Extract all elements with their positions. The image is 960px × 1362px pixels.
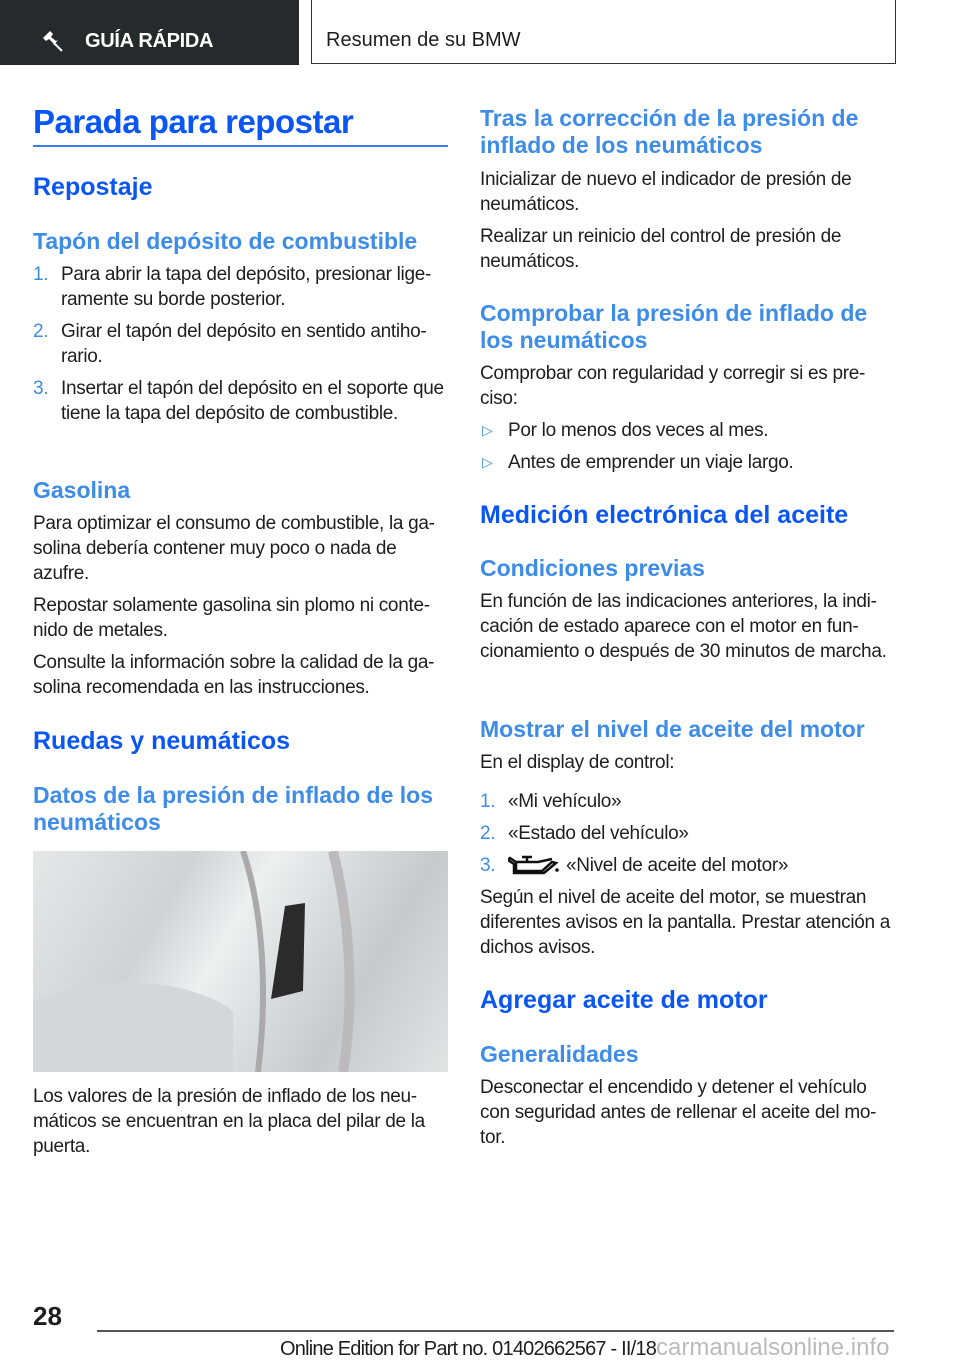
list-item	[480, 418, 895, 443]
bullet-text: Por lo menos dos veces al mes.	[508, 420, 769, 441]
list-item	[480, 450, 895, 475]
step-text: Girar el tapón del depósito en sentido antihorario.	[61, 321, 427, 367]
menu-steps	[480, 789, 895, 885]
heading-ruedas: Ruedas y neumáticos	[33, 727, 291, 755]
paragraph: En el display de control:	[480, 752, 675, 773]
heading-gasolina: Gasolina	[33, 477, 131, 503]
list-item	[33, 319, 448, 369]
chapter-tab[interactable]	[311, 0, 896, 64]
paragraph: Consulte la información sobre la calidad de la gasolina recomendada en las instrucciones.	[33, 652, 435, 698]
footer-text	[280, 1334, 890, 1362]
oil-can-icon	[508, 853, 560, 875]
step-number: 1.	[480, 791, 496, 812]
list-item	[33, 376, 448, 426]
list-item	[480, 821, 895, 846]
tapon-steps	[33, 262, 448, 433]
step-text: Para abrir la tapa del depósito, presionar ligeramente su borde posterior.	[61, 264, 432, 310]
page-title: Parada para repostar	[33, 103, 354, 140]
step-number: 1.	[33, 264, 49, 285]
door-pillar-illustration	[33, 851, 448, 1072]
step-number: 2.	[33, 321, 49, 342]
paragraph: Realizar un reinicio del control de presión de neumáticos.	[480, 226, 842, 272]
step-text: Insertar el tapón del depósito en el soporte que tiene la tapa del depósito de combustible.	[61, 378, 444, 424]
list-item	[480, 853, 895, 878]
heading-agregar-aceite: Agregar aceite de motor	[480, 986, 768, 1014]
triangle-bullet-icon: ▷	[482, 454, 493, 470]
bullet-text: Antes de emprender un viaje largo.	[508, 452, 794, 473]
heading-mostrar-nivel: Mostrar el nivel de aceite del motor	[480, 716, 865, 742]
list-item	[33, 262, 448, 312]
triangle-bullet-icon: ▷	[482, 422, 493, 438]
step-number: 3.	[480, 855, 496, 876]
heading-medicion: Medición electrónica del aceite	[480, 501, 849, 529]
page-number: 28	[33, 1301, 62, 1331]
heading-generalidades: Generalidades	[480, 1041, 639, 1067]
pushpin-icon	[40, 29, 66, 53]
step-text: «Mi vehículo»	[508, 791, 622, 812]
watermark: carmanualsonline.info	[656, 1334, 890, 1361]
section-tab[interactable]	[0, 0, 299, 65]
step-text: «Estado del vehículo»	[508, 823, 689, 844]
title-underline	[33, 145, 448, 147]
paragraph: Desconectar el encendido y detener el vehículo con seguridad antes de rellenar el aceite del motor.	[480, 1077, 877, 1148]
paragraph: Para optimizar el consumo de combustible, la gasolina debería contener muy poco o nada de azufre.	[33, 513, 435, 584]
paragraph: Comprobar con regularidad y corregir si es preciso:	[480, 363, 866, 409]
paragraph: Repostar solamente gasolina sin plomo ni contenido de metales.	[33, 595, 431, 641]
section-tab-label: GUÍA RÁPIDA	[85, 30, 214, 52]
bullet-list	[480, 418, 895, 482]
heading-datos-presion: Datos de la presión de inflado de los neumáticos	[33, 782, 434, 835]
list-item	[480, 789, 895, 814]
door-pillar-tire-label-image	[33, 851, 448, 1072]
heading-comprobar: Comprobar la presión de inflado de los neumáticos	[480, 300, 868, 353]
chapter-tab-label: Resumen de su BMW	[326, 29, 521, 51]
heading-tras-correccion: Tras la corrección de la presión de inflado de los neumáticos	[480, 105, 859, 158]
image-caption: Los valores de la presión de inflado de los neumáticos se encuentran en la placa del pilar de la puerta.	[33, 1086, 425, 1157]
paragraph: Según el nivel de aceite del motor, se muestran diferentes avisos en la pantalla. Prestar atención a dichos avisos.	[480, 887, 891, 958]
heading-repostaje: Repostaje	[33, 173, 153, 201]
step-number: 2.	[480, 823, 496, 844]
step-number: 3.	[33, 378, 49, 399]
footer-rule	[97, 1330, 894, 1332]
heading-condiciones: Condiciones previas	[480, 555, 705, 581]
heading-tapon: Tapón del depósito de combustible	[33, 228, 418, 254]
paragraph: Inicializar de nuevo el indicador de presión de neumáticos.	[480, 169, 852, 215]
paragraph: En función de las indicaciones anteriores, la indicación de estado aparece con el motor en funcionamiento o después de 30 minutos de marcha.	[480, 591, 887, 662]
edition-text: Online Edition for Part no. 01402662567 - II/18	[280, 1338, 657, 1360]
step-text: «Nivel de aceite del motor»	[566, 855, 789, 876]
